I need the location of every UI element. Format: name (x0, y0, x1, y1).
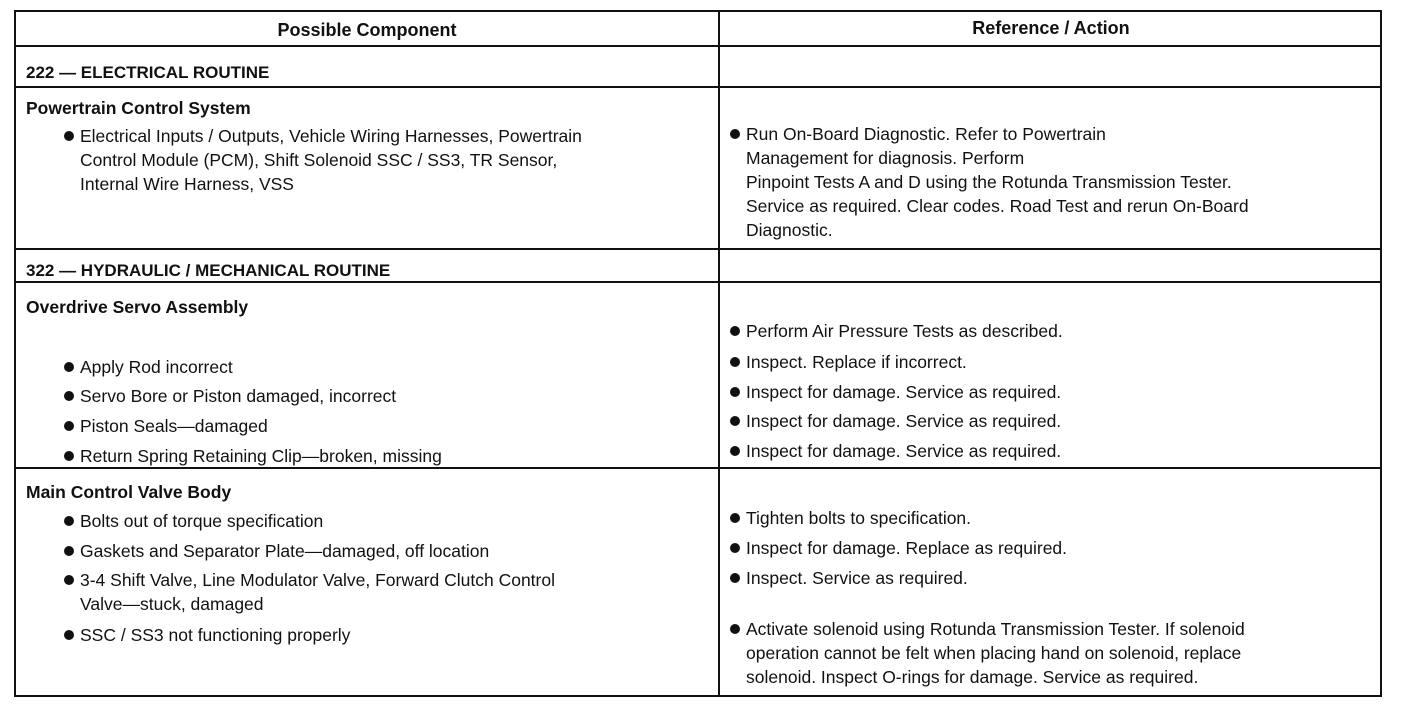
bullet-icon (64, 516, 74, 526)
list-item: Servo Bore or Piston damaged, incorrect (64, 384, 396, 408)
bullet-icon (730, 129, 740, 139)
bullet-icon (730, 446, 740, 456)
row-divider (16, 248, 1380, 250)
group-heading-valve-body: Main Control Valve Body (26, 482, 232, 502)
list-item: Inspect. Service as required. (730, 566, 968, 590)
list-item: Inspect for damage. Service as required. (730, 409, 1061, 433)
group-heading-overdrive: Overdrive Servo Assembly (26, 297, 249, 317)
diagnosis-table (14, 10, 1382, 697)
list-item: Inspect for damage. Service as required. (730, 380, 1061, 404)
bullet-icon (730, 326, 740, 336)
list-item: 3-4 Shift Valve, Line Modulator Valve, Forward Clutch Control Valve—stuck, damaged (64, 568, 555, 616)
bullet-icon (730, 416, 740, 426)
column-header-action: Reference / Action (972, 18, 1130, 38)
row-divider (16, 86, 1380, 88)
bullet-icon (730, 357, 740, 367)
section-title-hydraulic: 322 — HYDRAULIC / MECHANICAL ROUTINE (26, 261, 391, 280)
list-item: SSC / SS3 not functioning properly (64, 623, 350, 647)
bullet-icon (64, 630, 74, 640)
bullet-icon (730, 543, 740, 553)
bullet-icon (64, 131, 74, 141)
list-item: Bolts out of torque specification (64, 509, 323, 533)
bullet-icon (730, 573, 740, 583)
list-item: Apply Rod incorrect (64, 355, 233, 379)
group-heading-powertrain: Powertrain Control System (26, 98, 251, 118)
column-divider (718, 12, 720, 695)
bullet-icon (64, 421, 74, 431)
bullet-icon (730, 624, 740, 634)
bullet-icon (64, 362, 74, 372)
bullet-icon (730, 513, 740, 523)
list-item: Tighten bolts to specification. (730, 506, 971, 530)
section-title-electrical: 222 — ELECTRICAL ROUTINE (26, 63, 270, 82)
list-item: Activate solenoid using Rotunda Transmission Tester. If solenoid operation cannot be felt when placing hand on solenoid, replace solenoid. Inspect O-rings for damage. Service as required. (730, 617, 1245, 689)
list-item: Inspect. Replace if incorrect. (730, 350, 967, 374)
list-item: Inspect for damage. Service as required. (730, 439, 1061, 463)
list-item: Run On-Board Diagnostic. Refer to Powertrain Management for diagnosis. Perform Pinpoint Tests A and D using the Rotunda Transmission Tester. Service as required. Clear codes. Road Test and rerun On-Board Diagnostic. (730, 122, 1249, 242)
bullet-icon (64, 575, 74, 585)
list-item: Perform Air Pressure Tests as described. (730, 319, 1063, 343)
row-divider (16, 281, 1380, 283)
column-header-component: Possible Component (277, 19, 457, 40)
list-item: Electrical Inputs / Outputs, Vehicle Wiring Harnesses, Powertrain Control Module (PCM), Shift Solenoid SSC / SS3, TR Sensor, Internal Wire Harness, VSS (64, 124, 582, 196)
list-item: Inspect for damage. Replace as required. (730, 536, 1067, 560)
list-item: Piston Seals—damaged (64, 414, 268, 438)
bullet-icon (64, 391, 74, 401)
bullet-icon (64, 451, 74, 461)
list-item: Return Spring Retaining Clip—broken, missing (64, 444, 442, 468)
bullet-icon (730, 387, 740, 397)
list-item: Gaskets and Separator Plate—damaged, off location (64, 539, 489, 563)
bullet-icon (64, 546, 74, 556)
